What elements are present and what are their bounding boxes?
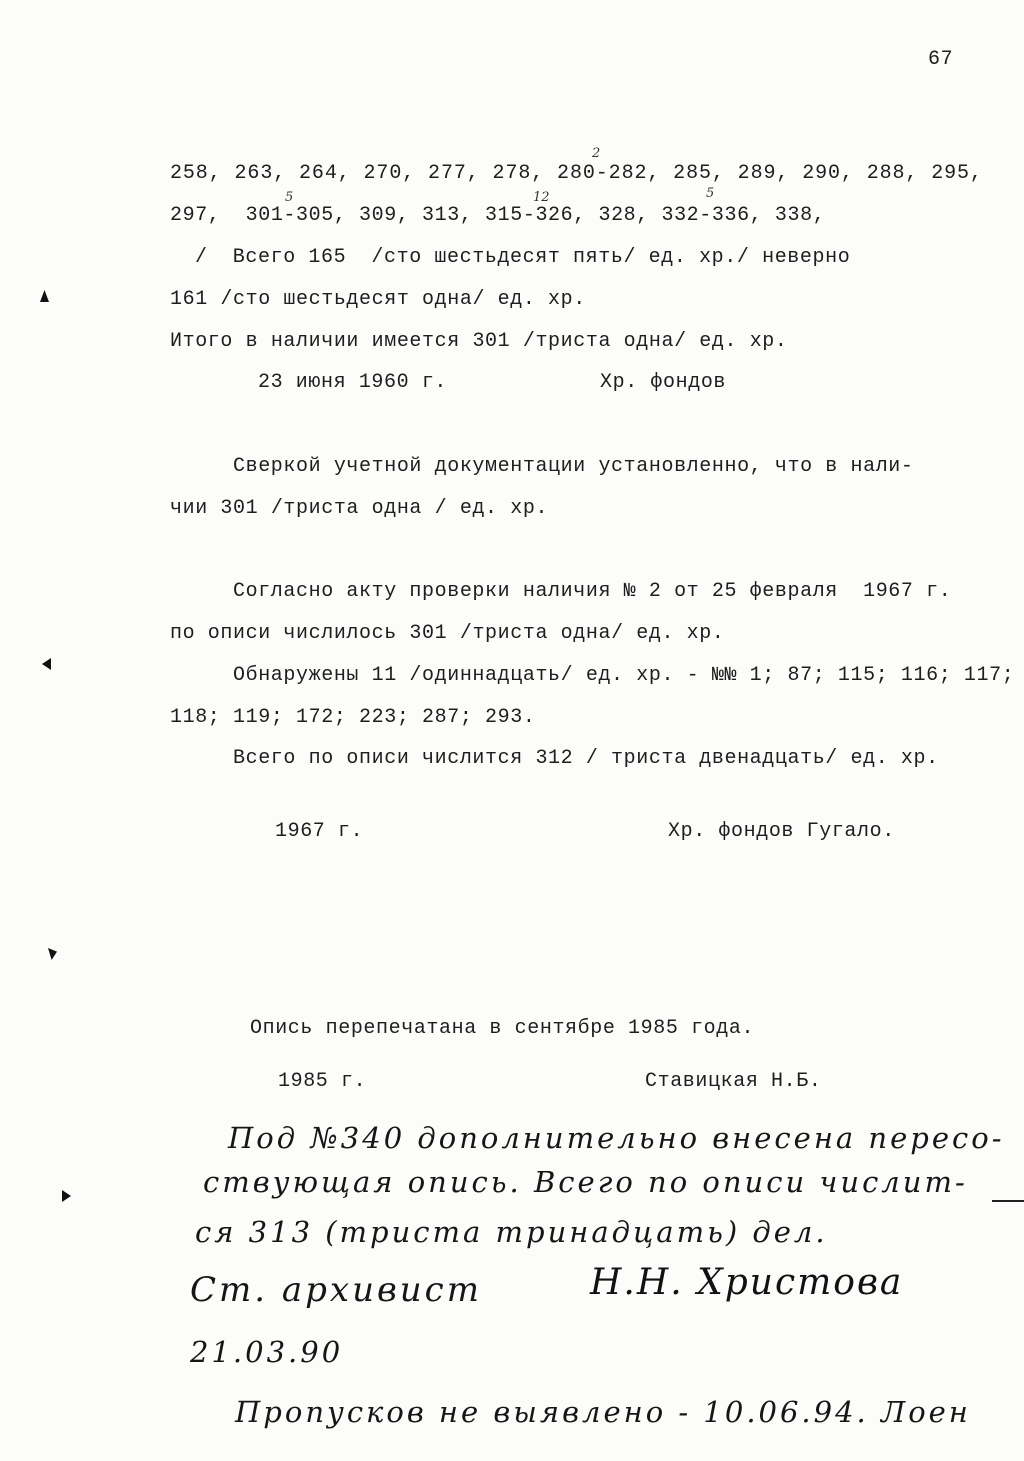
margin-mark-icon xyxy=(48,948,57,960)
handwritten-final-note: Пропусков не выявлено - 10.06.94. Лоен xyxy=(235,1395,971,1429)
audit-total-line: Всего по описи числится 312 / триста двенадцать/ ед. хр. xyxy=(233,747,939,770)
handwritten-annotation: 12 xyxy=(533,190,550,205)
count-line-1: 258, 263, 264, 270, 277, 278, 280-282, 285, 289, 290, 288, 295, xyxy=(170,162,983,185)
count-line-3: / Всего 165 /сто шестьдесят пять/ ед. хр./ неверно xyxy=(195,246,851,269)
handwritten-date: 21.03.90 xyxy=(190,1335,344,1369)
handwritten-line-2: ствующая опись. Всего по описи числит- xyxy=(203,1165,968,1199)
audit-line-3: Обнаружены 11 /одиннадцать/ ед. хр. - №№ 1; 87; 115; 116; 117; xyxy=(233,664,1015,687)
audit-line-1: Согласно акту проверки наличия № 2 от 25 февраля 1967 г. xyxy=(233,580,952,603)
count-signatory: Хр. фондов xyxy=(600,371,727,394)
handwritten-annotation: 2 xyxy=(592,146,601,161)
margin-mark-icon xyxy=(62,1190,71,1202)
verification-line-1: Сверкой учетной документации установленно, что в нали- xyxy=(233,455,914,478)
margin-mark-icon xyxy=(42,658,51,670)
handwritten-annotation: 5 xyxy=(706,186,715,201)
margin-mark-icon xyxy=(40,290,49,302)
handwritten-line-1: Под №340 дополнительно внесена пересо- xyxy=(228,1121,1005,1155)
verification-line-2: чии 301 /триста одна / ед. хр. xyxy=(170,497,549,520)
handwritten-signature: Н.Н. Христова xyxy=(590,1262,904,1303)
audit-line-2: по описи числилось 301 /триста одна/ ед. хр. xyxy=(170,622,725,645)
count-line-2: 297, 301-305, 309, 313, 315-326, 328, 332-336, 338, xyxy=(170,204,826,227)
count-total-line: Итого в наличии имеется 301 /триста одна/ ед. хр. xyxy=(170,330,788,353)
count-line-4: 161 /сто шестьдесят одна/ ед. хр. xyxy=(170,288,586,311)
page-number: 67 xyxy=(928,48,954,71)
retyping-line: Опись перепечатана в сентябре 1985 года. xyxy=(250,1017,755,1040)
handwritten-line-3: ся 313 (триста тринадцать) дел. xyxy=(195,1215,828,1249)
edge-rule xyxy=(992,1200,1024,1202)
retyping-signatory: Ставицкая Н.Б. xyxy=(645,1070,822,1093)
handwritten-position: Ст. архивист xyxy=(190,1270,482,1310)
retyping-date: 1985 г. xyxy=(278,1070,367,1093)
count-date: 23 июня 1960 г. xyxy=(258,371,448,394)
audit-date: 1967 г. xyxy=(275,820,364,843)
audit-signatory: Хр. фондов Гугало. xyxy=(668,820,895,843)
audit-line-4: 118; 119; 172; 223; 287; 293. xyxy=(170,706,536,729)
handwritten-annotation: 5 xyxy=(285,190,294,205)
